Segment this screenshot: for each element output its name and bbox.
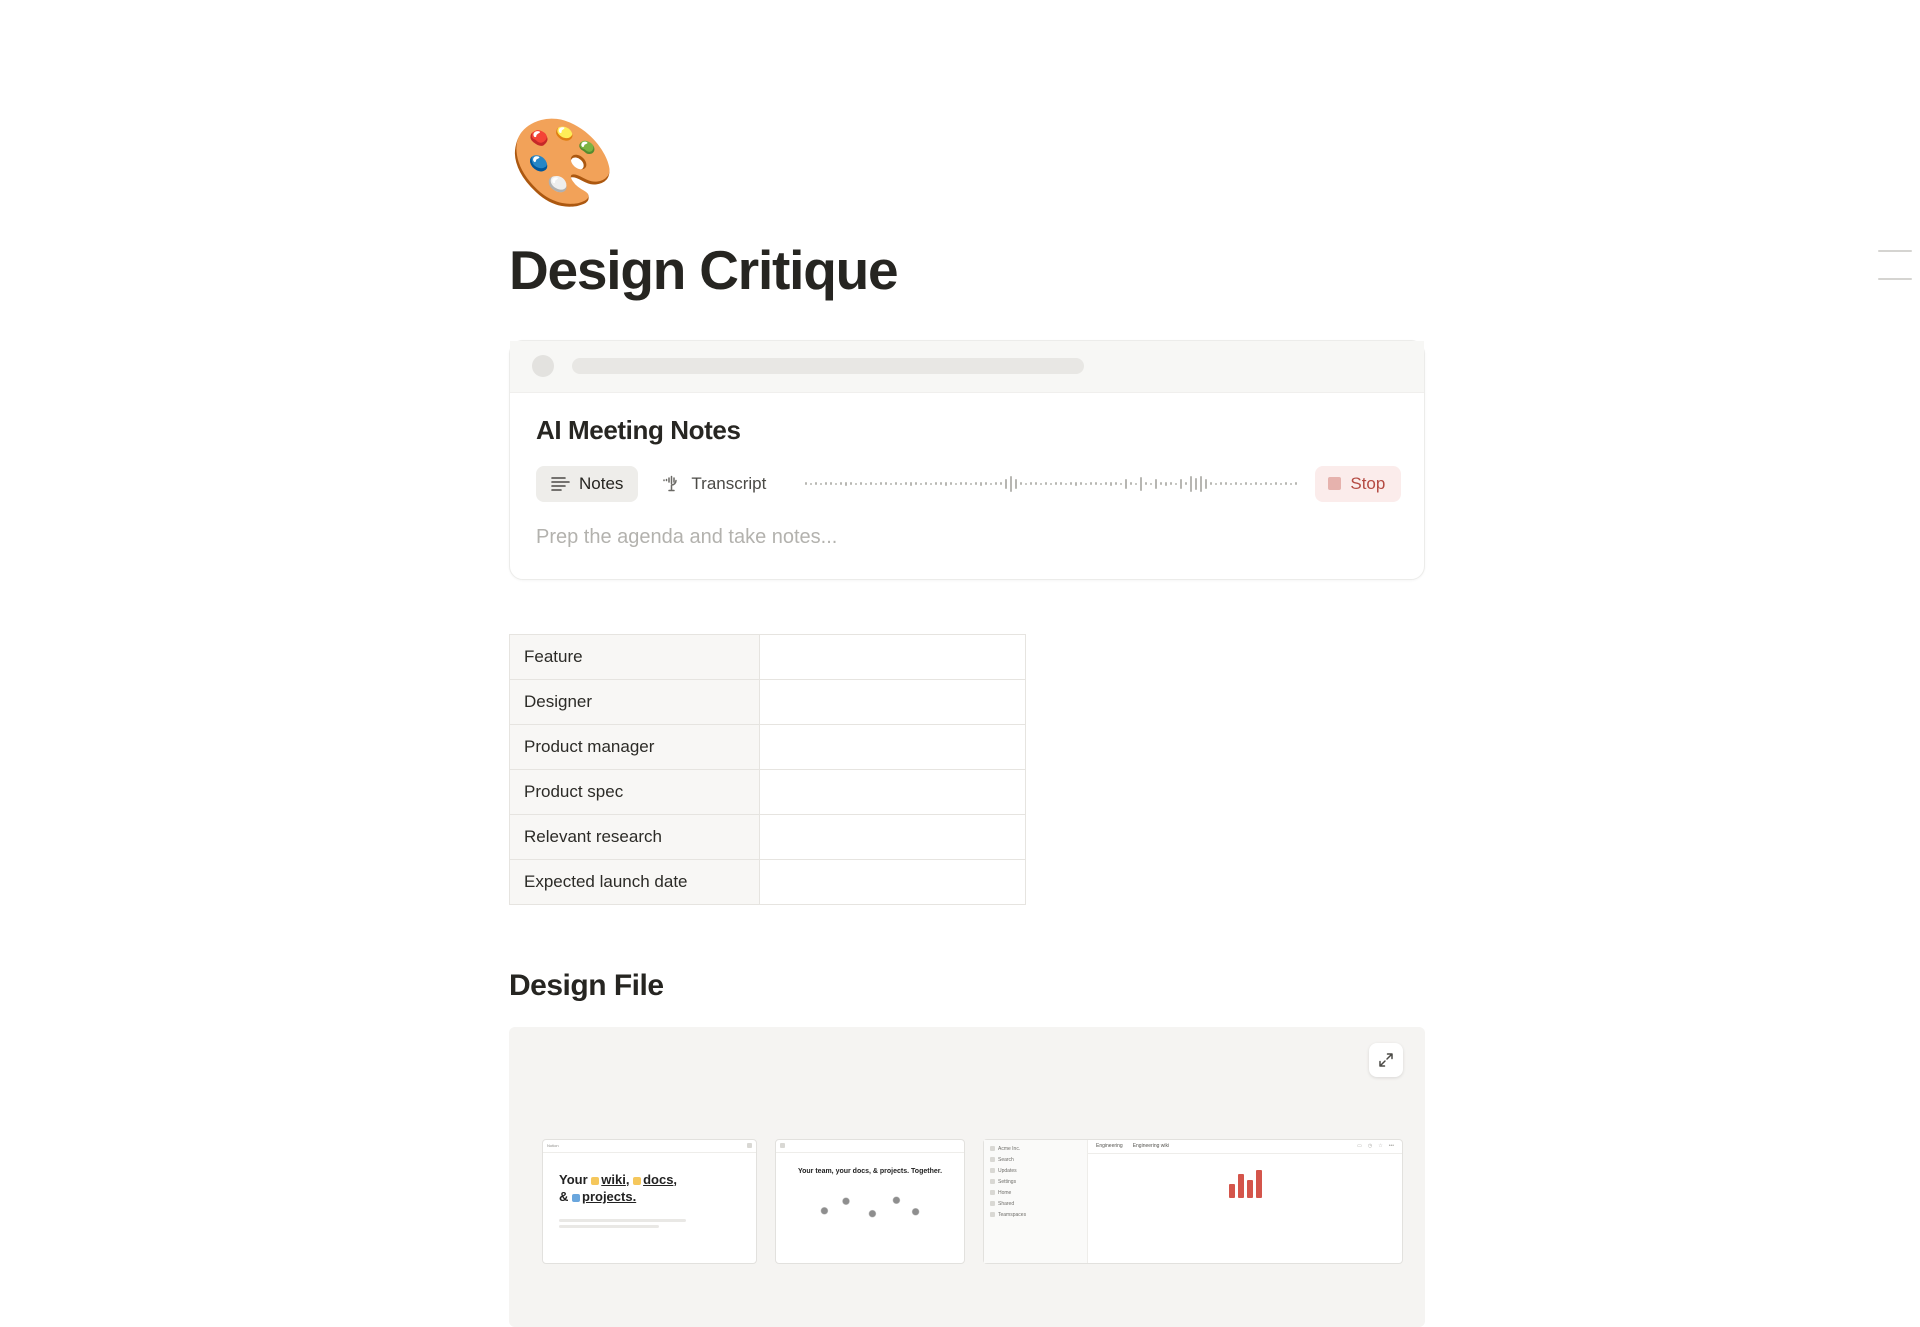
waveform-bar <box>1205 479 1207 489</box>
bullet-icon <box>990 1190 995 1195</box>
waveform-bar <box>1060 482 1062 485</box>
thumb-tab: Engineering <box>1096 1143 1123 1150</box>
waveform-bar <box>985 482 987 485</box>
thumbnail-wiki-docs-projects[interactable] <box>542 1139 757 1264</box>
waveform-bar <box>975 482 977 485</box>
waveform-bar <box>1200 476 1202 492</box>
thumb-toolbar-icons <box>1357 1143 1394 1149</box>
more-icon: ••• <box>1388 1143 1394 1150</box>
waveform-bar <box>1155 479 1157 489</box>
waveform-bar <box>1160 482 1162 485</box>
bullet-icon <box>990 1201 995 1206</box>
edge-mark <box>1878 250 1912 252</box>
waveform-bar <box>835 483 837 485</box>
loading-placeholder-bar <box>572 358 1084 374</box>
close-icon <box>747 1143 752 1148</box>
waveform-bar <box>1170 482 1172 485</box>
property-value[interactable] <box>760 724 1026 769</box>
property-label[interactable]: Relevant research <box>510 814 760 859</box>
waveform-bar <box>805 482 807 485</box>
table-row <box>510 634 1026 679</box>
thumb-sidebar-item: Search <box>990 1157 1081 1163</box>
waveform-bar <box>1095 482 1097 485</box>
waveform-bar <box>1265 482 1267 485</box>
property-value[interactable] <box>760 679 1026 724</box>
waveform-bar <box>1295 482 1297 485</box>
bullet-icon <box>990 1168 995 1173</box>
waveform-bar <box>1250 483 1252 485</box>
waveform-bar <box>840 482 842 485</box>
swatch-icon <box>633 1177 641 1185</box>
waveform-bar <box>855 483 857 485</box>
waveform-bar <box>1275 482 1277 485</box>
property-value[interactable] <box>760 769 1026 814</box>
notes-lines-icon <box>551 476 570 491</box>
waveform-bar <box>865 483 867 485</box>
expand-diagonal-icon[interactable] <box>1369 1043 1403 1077</box>
waveform-bar <box>1010 476 1012 492</box>
bullet-icon <box>990 1157 995 1162</box>
waveform-bar <box>1235 482 1237 485</box>
waveform-bar <box>1000 482 1002 485</box>
thumb-sidebar-item: Shared <box>990 1201 1081 1207</box>
thumb-sidebar-item: Home <box>990 1190 1081 1196</box>
dot-icon <box>780 1143 785 1148</box>
waveform-bar <box>915 482 917 485</box>
property-value[interactable] <box>760 814 1026 859</box>
properties-table <box>509 634 1026 905</box>
waveform-bar <box>1245 482 1247 485</box>
waveform-bar <box>1125 479 1127 489</box>
waveform-bar <box>845 482 847 486</box>
page-icon[interactable]: 🎨 <box>509 115 617 211</box>
waveform-bar <box>1210 482 1212 485</box>
bullet-icon <box>990 1179 995 1184</box>
waveform-bar <box>1145 482 1147 485</box>
transcript-mic-icon <box>663 475 682 492</box>
waveform-bar <box>860 482 862 485</box>
stop-button-label: Stop <box>1350 473 1386 493</box>
waveform-bar <box>1035 482 1037 485</box>
waveform-bar <box>1075 482 1077 486</box>
ai-notes-toolbar <box>536 466 1398 502</box>
waveform-bar <box>830 482 832 485</box>
waveform-bar <box>880 482 882 485</box>
table-row <box>510 724 1026 769</box>
thumb-topbar <box>543 1140 756 1153</box>
thumb-sidebar <box>984 1140 1088 1263</box>
ai-card-header <box>510 341 1424 393</box>
waveform-bar <box>1055 482 1057 485</box>
waveform-bar <box>820 483 822 485</box>
thumb-sidebar-item: Updates <box>990 1168 1081 1174</box>
waveform-bar <box>1100 483 1102 485</box>
thumb-sidebar-item: Teamspaces <box>990 1212 1081 1218</box>
table-row <box>510 814 1026 859</box>
waveform-bar <box>920 483 922 485</box>
waveform-bar <box>1225 482 1227 485</box>
notes-input-placeholder[interactable]: Prep the agenda and take notes... <box>536 525 838 548</box>
waveform-bar <box>1115 482 1117 485</box>
waveform-bar <box>885 482 887 485</box>
property-label[interactable]: Expected launch date <box>510 859 760 904</box>
waveform-bar <box>1185 482 1187 485</box>
waveform-bar <box>815 482 817 485</box>
waveform-bar <box>1195 478 1197 490</box>
clock-icon: ◷ <box>1367 1143 1373 1150</box>
waveform-bar <box>1085 483 1087 485</box>
waveform-bar <box>1270 483 1272 485</box>
thumb-workspace: Acme Inc. <box>990 1146 1081 1152</box>
waveform-bar <box>905 482 907 485</box>
waveform-bar <box>1220 482 1222 485</box>
waveform-bar <box>850 482 852 485</box>
waveform-bar <box>1175 483 1177 485</box>
tab-notes[interactable] <box>536 466 638 502</box>
thumbnail-team-together[interactable] <box>775 1139 965 1264</box>
tab-notes-label: Notes <box>579 473 624 493</box>
bullet-icon <box>990 1212 995 1217</box>
swatch-icon <box>572 1194 580 1202</box>
property-value[interactable] <box>760 859 1026 904</box>
audio-waveform <box>805 466 1297 502</box>
waveform-bar <box>965 482 967 485</box>
thumb-content <box>1088 1154 1402 1198</box>
comment-icon: ▭ <box>1357 1143 1362 1150</box>
waveform-bar <box>945 482 947 486</box>
waveform-bar <box>980 482 982 486</box>
table-row <box>510 859 1026 904</box>
thumb-tabs <box>1088 1140 1402 1154</box>
waveform-bar <box>1090 482 1092 485</box>
waveform-bar <box>900 483 902 485</box>
waveform-bar <box>1025 483 1027 485</box>
thumb-topbar <box>776 1140 964 1153</box>
design-file-heading: Design File <box>509 968 664 1002</box>
waveform-bar <box>940 482 942 485</box>
waveform-bar <box>1030 482 1032 485</box>
property-label[interactable]: Feature <box>510 634 760 679</box>
waveform-bar <box>1140 477 1142 491</box>
waveform-bar <box>1105 482 1107 485</box>
edge-mark <box>1878 278 1912 280</box>
waveform-bar <box>950 482 952 485</box>
workspace-icon <box>990 1146 995 1151</box>
waveform-bar <box>990 483 992 485</box>
waveform-bar <box>925 482 927 485</box>
waveform-bar <box>895 482 897 485</box>
property-value[interactable] <box>760 634 1026 679</box>
avatar <box>532 355 554 377</box>
waveform-bar <box>960 482 962 485</box>
property-label[interactable]: Product spec <box>510 769 760 814</box>
document-body <box>509 0 1429 1327</box>
thumb-headline: Your wiki, docs, & projects. <box>559 1171 678 1205</box>
waveform-bar <box>1215 483 1217 485</box>
waveform-bar <box>1005 479 1007 489</box>
ai-notes-heading: AI Meeting Notes <box>536 414 741 445</box>
design-thumbnails <box>542 1139 1403 1264</box>
stop-square-icon <box>1328 477 1341 490</box>
ai-card-body <box>510 393 1424 579</box>
waveform-bar <box>1045 482 1047 485</box>
waveform-bar <box>1260 483 1262 485</box>
ai-meeting-notes-card <box>509 340 1425 580</box>
waveform-bar <box>810 483 812 485</box>
waveform-bar <box>1040 483 1042 485</box>
waveform-bar <box>870 482 872 485</box>
waveform-bar <box>1135 483 1137 485</box>
stop-recording-button[interactable] <box>1315 466 1401 502</box>
waveform-bar <box>1015 479 1017 489</box>
star-icon: ☆ <box>1378 1143 1383 1150</box>
waveform-bar <box>995 482 997 485</box>
thumb-sidebar-item: Settings <box>990 1179 1081 1185</box>
waveform-bar <box>1285 482 1287 485</box>
waveform-bar <box>1065 483 1067 485</box>
tab-transcript-label: Transcript <box>691 473 767 493</box>
waveform-bar <box>1070 482 1072 485</box>
design-file-embed[interactable] <box>509 1027 1425 1327</box>
waveform-bar <box>1255 482 1257 485</box>
waveform-bar <box>1190 476 1192 492</box>
waveform-bar <box>930 483 932 485</box>
waveform-bar <box>1290 483 1292 485</box>
waveform-bar <box>1110 482 1112 486</box>
waveform-bar <box>935 482 937 485</box>
swatch-icon <box>591 1177 599 1185</box>
waveform-bar <box>955 483 957 485</box>
property-label[interactable]: Designer <box>510 679 760 724</box>
thumb-headline: Your team, your docs, & projects. Together. <box>797 1167 943 1175</box>
waveform-bar <box>875 483 877 485</box>
edge-marks <box>1878 250 1912 280</box>
table-row <box>510 679 1026 724</box>
thumb-tab: Engineering wiki <box>1132 1143 1170 1150</box>
waveform-bar <box>1020 482 1022 485</box>
waveform-bar <box>910 482 912 486</box>
waveform-bar <box>890 483 892 485</box>
waveform-bar <box>1050 483 1052 485</box>
waveform-bar <box>1240 483 1242 485</box>
bar-chart-illustration <box>1229 1170 1262 1198</box>
tab-transcript[interactable] <box>648 466 781 502</box>
waveform-bar <box>1165 482 1167 486</box>
page-title[interactable]: Design Critique <box>509 239 898 301</box>
waveform-bar <box>1080 482 1082 485</box>
table-row <box>510 769 1026 814</box>
waveform-bar <box>1180 479 1182 489</box>
thumb-main <box>1088 1140 1402 1263</box>
waveform-bar <box>1130 482 1132 485</box>
waveform-bar <box>1230 483 1232 485</box>
illustration <box>810 1182 930 1230</box>
thumb-topbar-label: Notion <box>547 1143 559 1149</box>
waveform-bar <box>825 482 827 485</box>
waveform-bar <box>1150 483 1152 485</box>
waveform-bar <box>1280 483 1282 485</box>
waveform-bar <box>970 483 972 485</box>
property-label[interactable]: Product manager <box>510 724 760 769</box>
waveform-bar <box>1120 483 1122 485</box>
thumbnail-engineering-wiki[interactable] <box>983 1139 1403 1264</box>
